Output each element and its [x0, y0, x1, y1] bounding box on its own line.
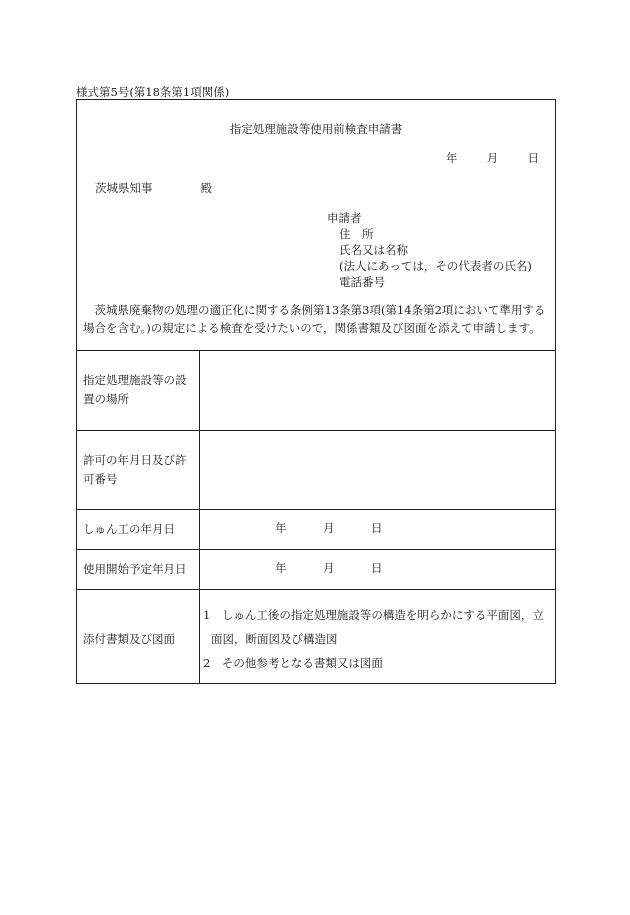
permit-label [83, 451, 195, 489]
addressee-honorific: 殿 [200, 181, 212, 195]
column-divider [199, 350, 200, 683]
location-label-line-1: 指定処理施設等の設 [83, 373, 187, 387]
addressee-name: 茨城県知事 [95, 181, 153, 195]
start-month: 月 [323, 561, 335, 575]
attachment-item-1-line-2: 面図，断面図及び構造図 [211, 632, 338, 646]
row-divider [77, 549, 555, 550]
location-label [83, 371, 195, 409]
start-date-label: 使用開始予定年月日 [83, 562, 187, 576]
row-divider [77, 509, 555, 510]
date-year: 年 [445, 151, 458, 165]
start-year: 年 [275, 561, 287, 575]
applicant-phone-label: 電話番号 [339, 275, 385, 289]
attachment-item-1-line-1: 1 しゅん工後の指定処理施設等の構造を明らかにする平面図，立 [203, 608, 544, 622]
location-label-line-2: 置の場所 [83, 392, 129, 406]
start-day: 日 [371, 561, 383, 575]
permit-label-line-1: 許可の年月日及び許 [83, 453, 187, 467]
applicant-block [327, 210, 532, 290]
permit-label-line-2: 可番号 [83, 472, 118, 486]
date-day: 日 [527, 151, 539, 165]
application-form [76, 99, 556, 684]
application-date [446, 150, 539, 166]
table-top-rule [77, 350, 555, 351]
completion-day: 日 [371, 521, 383, 535]
attachments-label: 添付書類及び図面 [83, 632, 175, 646]
applicant-heading: 申請者 [327, 211, 362, 225]
completion-date-label: しゅん工の年月日 [83, 522, 175, 536]
applicant-corporate-note: (法人にあっては，その代表者の氏名) [339, 259, 532, 273]
applicant-address-label: 住 所 [339, 227, 374, 241]
form-number: 様式第5号(第18条第1項関係) [76, 85, 230, 99]
addressee [95, 180, 212, 196]
completion-month: 月 [323, 521, 335, 535]
statement-line-1: 茨城県廃棄物の処理の適正化に関する条例第13条第3項(第14条第2項において準用する [94, 303, 546, 317]
date-month: 月 [486, 151, 499, 165]
attachment-item-2: 2 その他参考となる書類又は図面 [203, 656, 383, 670]
applicant-name-label: 氏名又は名称 [339, 243, 408, 257]
completion-year: 年 [275, 521, 287, 535]
row-divider [77, 430, 555, 431]
statement-line-2: 場合を含む。)の規定による検査を受けたいので，関係書類及び図面を添えて申請します。 [83, 321, 541, 335]
form-title: 指定処理施設等使用前検査申請書 [229, 122, 403, 136]
row-divider [77, 589, 555, 590]
application-statement [83, 301, 551, 337]
